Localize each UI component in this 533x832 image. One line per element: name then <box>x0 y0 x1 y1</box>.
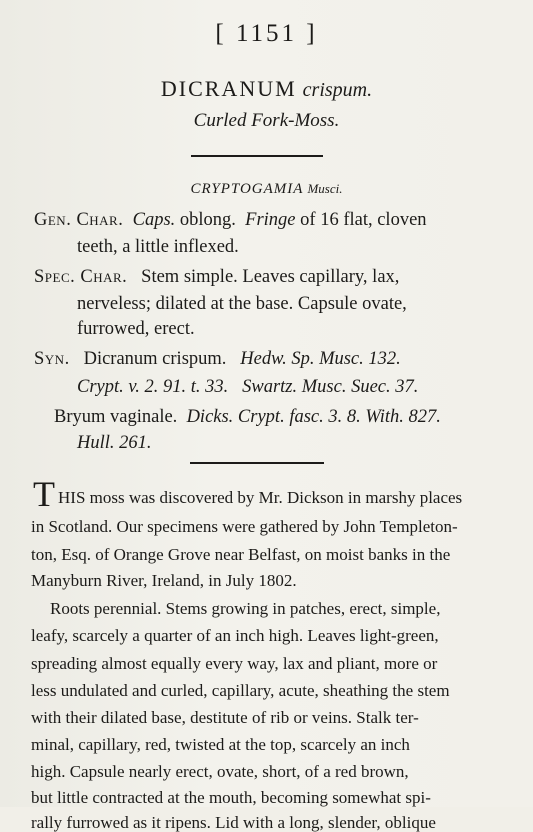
classification <box>0 181 533 198</box>
synonym-line-4: Hull. 261. <box>77 433 152 453</box>
body-line: high. Capsule nearly erect, ovate, short, of a red brown, <box>31 762 409 781</box>
body-line: in Scotland. Our specimens were gathered by John Templeton- <box>31 517 458 536</box>
body-line: Manyburn River, Ireland, in July 1802. <box>31 571 297 590</box>
synonym-line-3 <box>54 408 441 427</box>
generic-character-line-1 <box>34 211 427 230</box>
gen-char-teeth: of 16 flat, cloven <box>300 210 427 230</box>
drop-cap: T <box>33 474 55 514</box>
synonym-3-name: Bryum vaginale. <box>54 407 178 427</box>
common-name: Curled Fork-Moss. <box>193 110 340 131</box>
synonym-1-ref: Hedw. Sp. Musc. 132. <box>240 349 401 369</box>
specific-character-line-2: nerveless; dilated at the base. Capsule ovate, <box>77 294 407 314</box>
body-line: less undulated and curled, capillary, acute, sheathing the stem <box>31 681 450 700</box>
synonym-3-ref: Dicks. Crypt. fasc. 3. 8. With. 827. <box>186 407 441 427</box>
syn-label: Syn. <box>34 349 70 369</box>
generic-character-line-2: teeth, a little inflexed. <box>77 237 239 257</box>
page-title <box>0 76 533 102</box>
body-line: spreading almost equally every way, lax and pliant, more or <box>31 654 438 673</box>
divider-rule <box>191 155 323 157</box>
body-line: but little contracted at the mouth, becoming somewhat spi- <box>31 788 431 807</box>
body-line: rally furrowed as it ripens. Lid with a long, slender, oblique <box>31 813 436 832</box>
spec-char-text-1: Stem simple. Leaves capillary, lax, <box>141 267 400 287</box>
order-name: Musci. <box>307 181 343 196</box>
class-name: CRYPTOGAMIA <box>190 181 304 197</box>
body-line: ton, Esq. of Orange Grove near Belfast, on moist banks in the <box>31 545 451 564</box>
body-line: minal, capillary, red, twisted at the top, scarcely an inch <box>31 735 410 754</box>
spec-char-label: Spec. Char. <box>34 267 128 287</box>
synonym-1-name: Dicranum crispum. <box>83 349 227 369</box>
specific-character-line-1 <box>34 268 399 287</box>
page-number: [ 1151 ] <box>215 20 318 47</box>
gen-char-label: Gen. Char. <box>34 210 124 230</box>
body-line: leafy, scarcely a quarter of an inch high. Leaves light-green, <box>31 626 439 645</box>
synonym-line-1 <box>34 350 401 369</box>
body-line: with their dilated base, destitute of rib or veins. Stalk ter- <box>31 708 419 727</box>
body-line: Roots perennial. Stems growing in patches, erect, simple, <box>50 599 441 618</box>
synonym-2-ref-a: Crypt. v. 2. 91. t. 33. <box>77 377 229 397</box>
gen-char-caps: Caps. <box>132 210 176 230</box>
gen-char-oblong: oblong. <box>179 210 236 230</box>
body-line: HIS moss was discovered by Mr. Dickson in marshy places <box>58 488 463 507</box>
divider-rule <box>190 462 324 464</box>
synonym-line-2 <box>77 378 418 397</box>
genus-name: DICRANUM <box>160 76 297 101</box>
gen-char-fringe: Fringe <box>245 210 296 230</box>
species-name: crispum. <box>302 79 373 101</box>
synonym-2-ref-b: Swartz. Musc. Suec. 37. <box>242 377 419 397</box>
specific-character-line-3: furrowed, erect. <box>77 319 195 339</box>
